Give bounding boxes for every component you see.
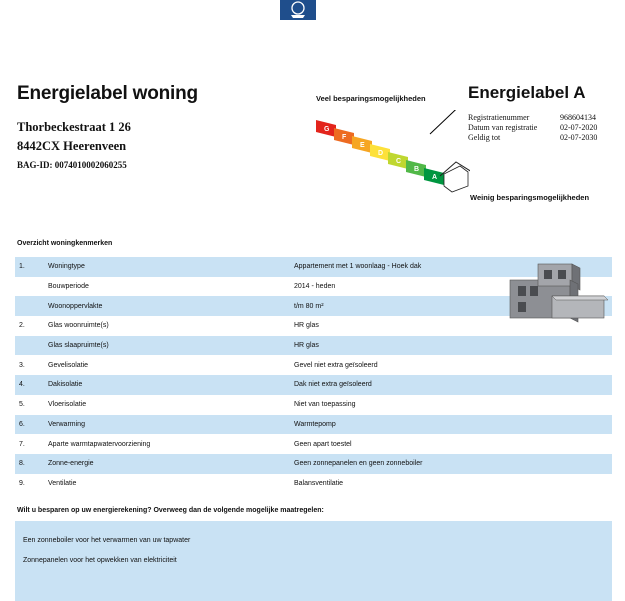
row-value: Gevel niet extra geïsoleerd (294, 361, 378, 369)
crown-emblem-icon (280, 0, 316, 20)
row-label: Woningtype (48, 263, 85, 271)
row-label: Gevelisolatie (48, 361, 89, 369)
row-value: HR glas (294, 342, 319, 350)
energy-scale (310, 110, 470, 200)
row-number: 6. (19, 420, 25, 428)
row-number: 8. (19, 460, 25, 468)
row-value: 2014 - heden (294, 283, 336, 291)
scale-segment-a (424, 168, 444, 185)
scale-letter: D (378, 150, 384, 157)
row-number: 7. (19, 440, 25, 448)
row-label: Zonne-energie (48, 460, 94, 468)
row-value: HR glas (294, 322, 319, 330)
table-row (15, 355, 612, 375)
scale-letter: A (432, 174, 438, 181)
valid-until-value: 02-07-2030 (560, 133, 598, 142)
row-label: Bouwperiode (48, 283, 89, 291)
advice-item: Zonnepanelen voor het opwekken van elektriciteit (23, 557, 177, 564)
table-row (15, 336, 612, 356)
advice-question: Wilt u besparen op uw energierekening? Overweeg dan de volgende mogelijke maatregelen: (17, 507, 324, 514)
row-label: Ventilatie (48, 479, 77, 487)
row-value: Appartement met 1 woonlaag - Hoek dak (294, 263, 422, 271)
scale-segment-d (370, 144, 390, 161)
registration-number-label: Registratienummer (468, 113, 530, 122)
scale-letter: C (396, 158, 402, 165)
row-label: Glas woonruimte(s) (48, 322, 109, 330)
row-value: Geen zonnepanelen en geen zonneboiler (294, 460, 423, 468)
row-value: Niet van toepassing (294, 401, 356, 409)
row-label: Vloerisolatie (48, 401, 87, 409)
scale-letter: G (324, 126, 330, 133)
valid-until-row (468, 133, 597, 142)
table-row (15, 434, 612, 454)
registration-row (468, 113, 596, 122)
scale-segment-g (316, 120, 336, 137)
table-row (15, 415, 612, 435)
row-value: Geen apart toestel (294, 440, 352, 448)
registration-date-label: Datum van registratie (468, 123, 538, 132)
row-number: 9. (19, 479, 25, 487)
scale-top-text: Veel besparingsmogelijkheden (316, 94, 426, 103)
scale-letter: E (360, 142, 365, 149)
scale-segment-f (334, 128, 354, 145)
row-label: Dakisolatie (48, 381, 83, 389)
row-label: Verwarming (48, 420, 85, 428)
row-label: Woonoppervlakte (48, 302, 103, 310)
scale-segment-e (352, 136, 372, 153)
table-row (15, 474, 612, 494)
table-row (15, 395, 612, 415)
row-value: Dak niet extra geïsoleerd (294, 381, 372, 389)
page-title: Energielabel woning (17, 83, 198, 104)
row-number: 1. (19, 263, 25, 271)
row-value: Balansventilatie (294, 479, 344, 487)
row-value: Warmtepomp (294, 420, 336, 428)
bag-id: BAG-ID: 0074010002060255 (17, 160, 127, 170)
address-city: 8442CX Heerenveen (17, 139, 127, 153)
advice-item: Een zonneboiler voor het verwarmen van uw tapwater (23, 537, 191, 544)
row-number: 5. (19, 401, 25, 409)
table-row (15, 375, 612, 395)
row-label: Aparte warmtapwatervoorziening (48, 440, 151, 448)
table-row (15, 454, 612, 474)
address-street: Thorbeckestraat 1 26 (17, 120, 131, 134)
scale-segment-c (388, 152, 408, 169)
row-number: 4. (19, 381, 25, 389)
registration-date-value: 02-07-2020 (560, 123, 598, 132)
house-icon (440, 162, 470, 192)
row-number: 2. (19, 322, 25, 330)
row-value: t/m 80 m² (294, 302, 324, 310)
features-title: Overzicht woningkenmerken (17, 240, 113, 247)
row-number: 3. (19, 361, 25, 369)
apartment-building-icon (508, 262, 608, 324)
scale-bottom-text: Weinig besparingsmogelijkheden (470, 193, 590, 202)
registration-date-row (468, 123, 597, 132)
scale-segment-b (406, 160, 426, 177)
registration-number-value: 968604134 (560, 113, 596, 122)
scale-letter: B (414, 166, 420, 173)
valid-until-label: Geldig tot (468, 133, 501, 142)
energy-label-title: Energielabel A (468, 83, 586, 102)
row-label: Glas slaapruimte(s) (48, 342, 109, 350)
scale-letter: F (342, 134, 347, 141)
